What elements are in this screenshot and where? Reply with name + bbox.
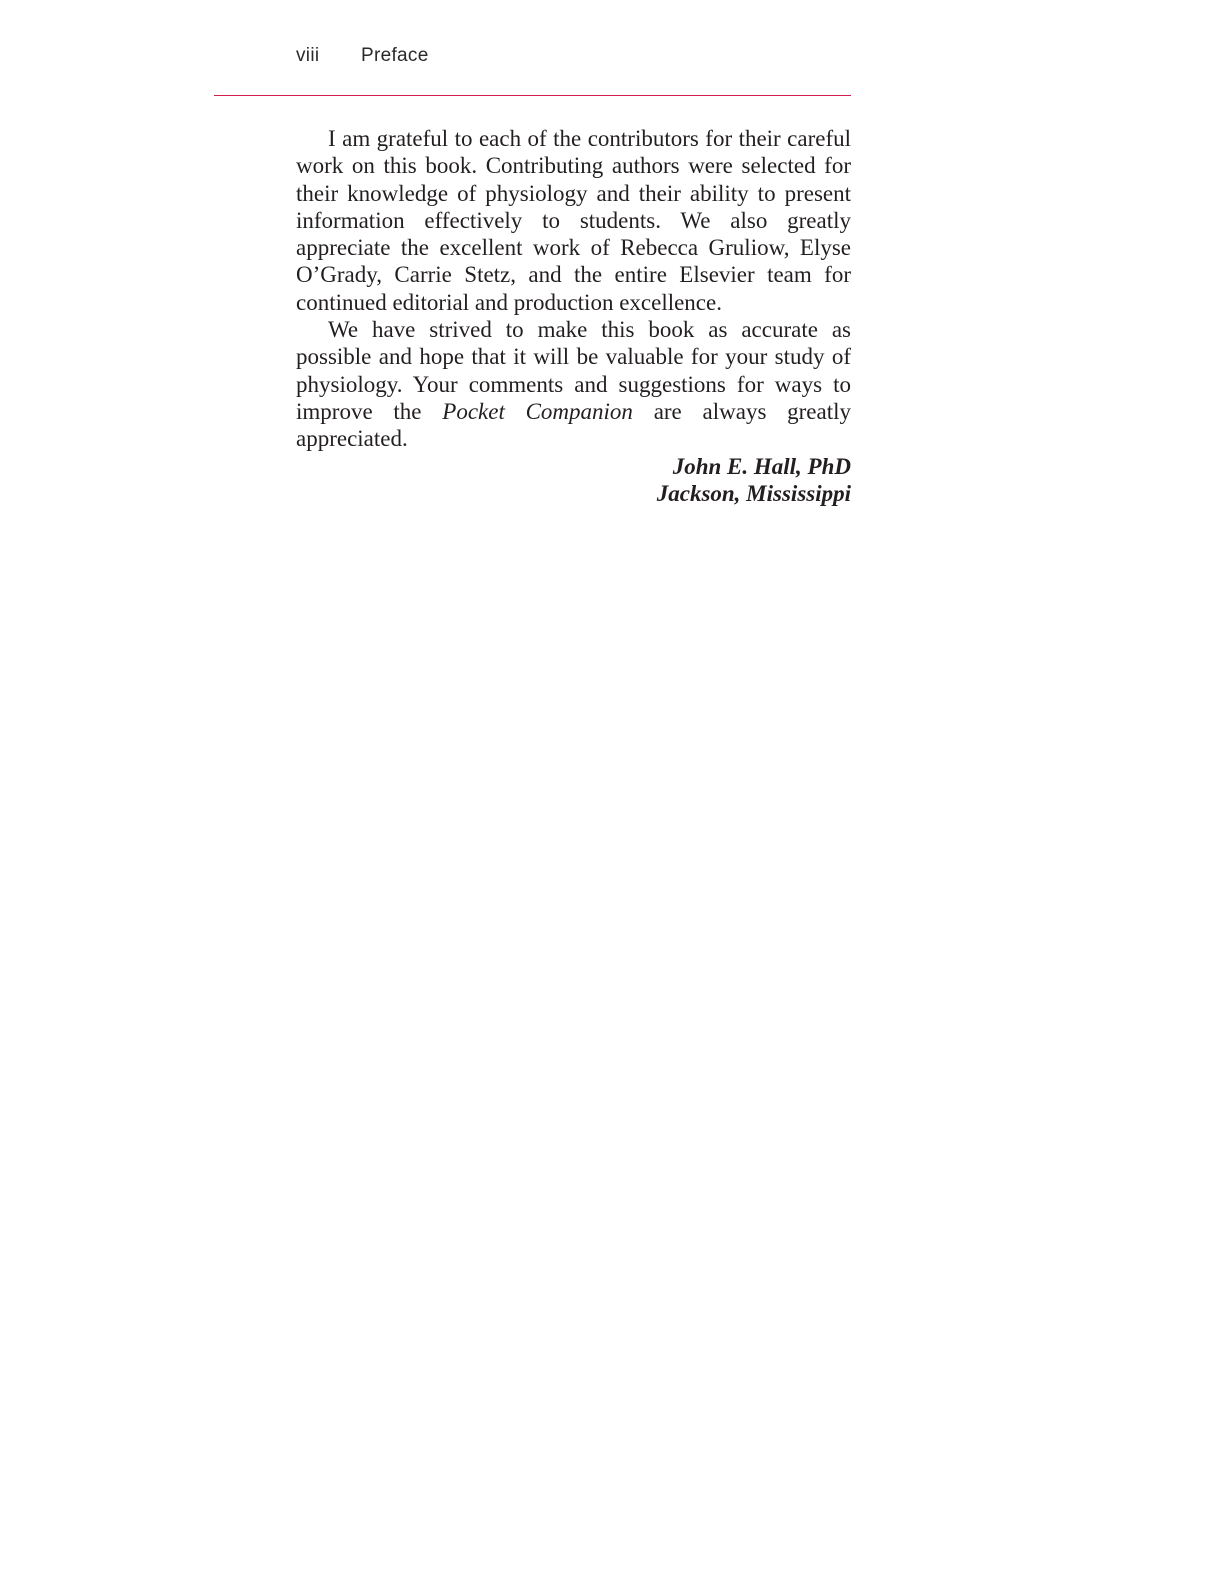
- page-number: viii: [296, 45, 320, 66]
- book-title-italic: Pocket Companion: [442, 398, 633, 424]
- paragraph-closing: [296, 316, 851, 452]
- running-head: [296, 45, 429, 73]
- paragraph-text: are always greatly appreciated.: [296, 398, 852, 452]
- signature-block: [296, 453, 851, 508]
- body-text: [296, 125, 851, 507]
- author-location: Jackson, Mississippi: [656, 480, 851, 506]
- author-name: John E. Hall, PhD: [672, 453, 851, 479]
- paragraph-acknowledgments: [296, 125, 851, 316]
- paragraph-text: I am grateful to each of the contributors for their careful work on this book. Contributing authors were selected for their knowledge of physiology and their ability to present information effectively to students. We also greatly appreciate the excellent work of Rebecca Gruliow, Elyse O’Grady, Carrie Stetz, and the entire Elsevier team for continued editorial and production excellence.: [296, 126, 851, 315]
- header-rule: [214, 95, 851, 96]
- section-title: Preface: [361, 45, 429, 66]
- paragraph-text: We have strived to make this book as accurate as possible and hope that it will be valuable for your study of physiology. Your comments and suggestions for ways to improve the: [296, 317, 851, 424]
